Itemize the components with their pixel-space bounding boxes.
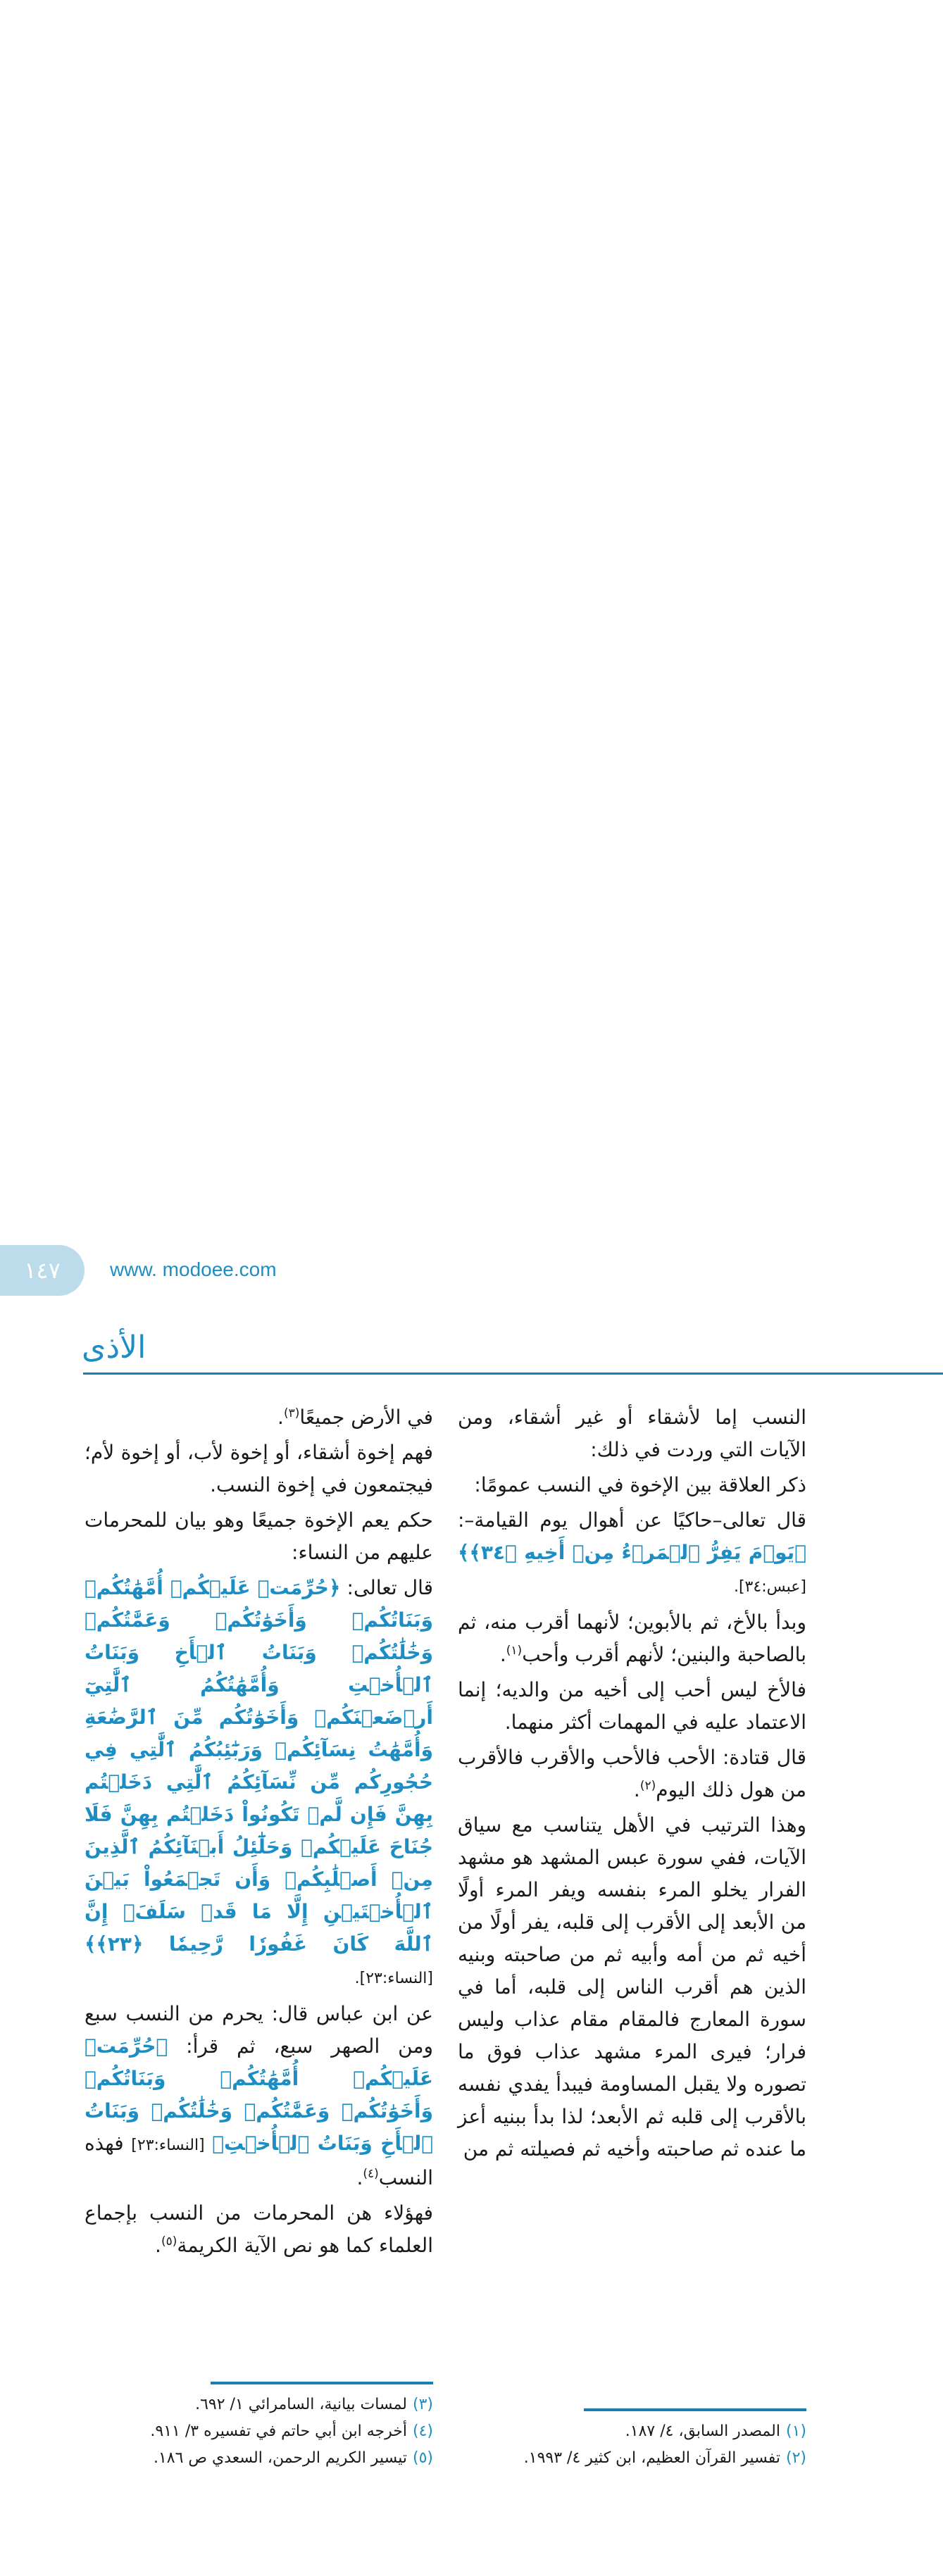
text: . xyxy=(499,1643,506,1666)
left-column xyxy=(85,1401,433,2265)
spacer xyxy=(458,2168,806,2408)
footnotes-right xyxy=(458,2418,806,2472)
spacer xyxy=(85,2265,433,2382)
footnote xyxy=(85,2445,433,2472)
footnote-number: (٤) xyxy=(412,2422,433,2440)
footnote-text: المصدر السابق، ٤/ ١٨٧. xyxy=(625,2422,780,2440)
footnote-rule xyxy=(584,2408,806,2411)
verse-reference: [النساء:٢٣]. xyxy=(354,1970,433,1987)
text: وبدأ بالأخ، ثم بالأبوين؛ لأنهما أقرب منه، ثم بالصاحبة والبنين؛ لأنهم أقرب وأحب xyxy=(458,1611,806,1666)
footnote-text: أخرجه ابن أبي حاتم في تفسيره ٣/ ٩١١. xyxy=(150,2422,407,2440)
footnote-text: تفسير القرآن العظيم، ابن كثير ٤/ ١٩٩٣. xyxy=(523,2449,780,2467)
text: قال تعالى–حاكيًا عن أهوال يوم القيامة–: xyxy=(458,1508,806,1532)
paragraph: فالأخ ليس أحب إلى أخيه من والديه؛ إنما الاعتماد عليه في المهمات أكثر منهما. xyxy=(458,1678,806,1734)
footnote xyxy=(458,2418,806,2445)
paragraph: في الأرض جميعًا$^{(٣)}$. xyxy=(277,1406,433,1429)
footnote-marker: (١) xyxy=(506,1644,523,1658)
page-number: ١٤٧ xyxy=(0,1245,85,1296)
header-rule xyxy=(83,1373,943,1375)
paragraph: وهذا الترتيب في الأهل يتناسب مع سياق الآيات، ففي سورة عبس المشهد هو مشهد الفرار يخلو المرء بنفسه ويفر المرء أولًا من الأبعد إلى الأقرب إلى قلبه، يفر أولًا من أخيه ثم من أمه وأبيه ثم من صاحبته وبنيه الذين هم أقرب الناس إلى قلبه، أما في سورة المعارج فالمقام مقام عذاب وليس فرار؛ فيرى المرء مشهد عذاب فوق ما تصوره ولا يقبل المساومة فيبدأ يفدي نفسه بالأقرب إلى قلبه ثم الأبعد؛ لذا بدأ ببنيه أعز ما عنده ثم صاحبته وأخيه ثم فصيلته ثم من xyxy=(458,1813,806,2161)
paragraph: فهم إخوة أشقاء، أو إخوة لأب، أو إخوة لأم؛ فيجتمعون في إخوة النسب. xyxy=(85,1441,433,1496)
footnote-number: (١) xyxy=(785,2422,806,2440)
left-column-wrap xyxy=(85,1401,433,2472)
chapter-title: الأذى xyxy=(82,1330,146,1365)
footnote xyxy=(458,2445,806,2472)
footnote-text: تيسير الكريم الرحمن، السعدي ص ١٨٦. xyxy=(153,2449,407,2467)
paragraph xyxy=(85,1572,433,1995)
text: قال تعالى: xyxy=(346,1576,434,1599)
text: عن ابن عباس قال: يحرم من النسب سبع ومن الصهر سبع، ثم قرأ: xyxy=(85,2002,433,2058)
paragraph: ذكر العلاقة بين الإخوة في النسب عمومًا: xyxy=(474,1473,806,1496)
paragraph xyxy=(458,1606,806,1671)
verse-reference: [عبس:٣٤]. xyxy=(733,1578,806,1596)
text: في الأرض جميعًا xyxy=(299,1406,433,1429)
footnote-marker: (٣) xyxy=(283,1406,300,1420)
text: قال قتادة: الأحب فالأحب والأقرب فالأقرب من هول ذلك اليوم xyxy=(458,1746,806,1801)
paragraph: عن ابن عباس قال: يحرم من النسب سبع ومن الصهر سبع، ثم قرأ: ﴿حُرِّمَتۡ عَلَيۡكُمۡ أُمَّهَٰتُكُمۡ وَبَنَاتُكُمۡ وَأَخَوَٰتُكُمۡ وَعَمَّٰتُكُمۡ وَخَٰلَٰتُكُمۡ وَبَنَاتُ ٱلۡأَخِ وَبَنَاتُ ٱلۡأُخۡتِ﴾ [النساء:٢٣] فهذه النسب$^{(٤)}$. xyxy=(85,2002,434,2189)
right-column-wrap xyxy=(458,1401,806,2472)
footnote-marker: (٥) xyxy=(161,2234,177,2249)
text: فهذه النسب xyxy=(85,2132,433,2189)
page-footer xyxy=(0,1245,943,1296)
quran-verse: ﴿يَوۡمَ يَفِرُّ ٱلۡمَرۡءُ مِنۡ أَخِيهِ ﴿٣٤﴾﴾ xyxy=(458,1541,806,1564)
quran-verse: ﴿حُرِّمَتۡ عَلَيۡكُمۡ أُمَّهَٰتُكُمۡ وَبَنَاتُكُمۡ وَأَخَوَٰتُكُمۡ وَعَمَّٰتُكُمۡ وَخَٰلَٰتُكُمۡ وَبَنَاتُ ٱلۡأَخِ وَبَنَاتُ ٱلۡأُخۡتِ﴾ xyxy=(85,2034,434,2155)
paragraph: النسب إما لأشقاء أو غير أشقاء، ومن الآيات التي وردت في ذلك: xyxy=(458,1406,806,1461)
footnotes-left xyxy=(85,2391,433,2472)
footnote-marker: (٤) xyxy=(363,2167,379,2181)
footnote-number: (٥) xyxy=(412,2449,433,2467)
right-column xyxy=(458,1401,806,2168)
verse-reference: [النساء:٢٣] xyxy=(131,2137,205,2154)
footnote-text: لمسات بيانية، السامرائي ١/ ٦٩٢. xyxy=(195,2396,407,2413)
paragraph xyxy=(458,1504,806,1603)
paragraph: قال قتادة: الأحب فالأحب والأقرب فالأقرب من هول ذلك اليوم$^{(٢)}$. xyxy=(458,1746,806,1801)
paragraph: حكم يعم الإخوة جميعًا وهو بيان للمحرمات عليهم من النساء: xyxy=(85,1508,433,1564)
footnote-number: (٢) xyxy=(785,2449,806,2467)
paragraph: فهؤلاء هن المحرمات من النسب بإجماع العلماء كما هو نص الآية الكريمة$^{(٥)}$. xyxy=(85,2201,433,2257)
footnote xyxy=(85,2418,433,2445)
website-link[interactable]: www. modoee.com xyxy=(110,1258,277,1280)
footnote-rule xyxy=(211,2382,433,2384)
quran-verse: ﴿حُرِّمَتۡ عَلَيۡكُمۡ أُمَّهَٰتُكُمۡ وَبَنَاتُكُمۡ وَأَخَوَٰتُكُمۡ وَعَمَّٰتُكُمۡ وَخَٰلَٰتُكُمۡ وَبَنَاتُ ٱلۡأَخِ وَبَنَاتُ ٱلۡأُخۡتِ وَأُمَّهَٰتُكُمُ ٱلَّٰتِيٓ أَرۡضَعۡنَكُمۡ وَأَخَوَٰتُكُم مِّنَ ٱلرَّضَٰعَةِ وَأُمَّهَٰتُ نِسَآئِكُمۡ وَرَبَٰٓئِبُكُمُ ٱلَّٰتِي فِي حُجُورِكُم مِّن نِّسَآئِكُمُ ٱلَّٰتِي دَخَلۡتُم بِهِنَّ فَإِن لَّمۡ تَكُونُواْ دَخَلۡتُم بِهِنَّ فَلَا جُنَاحَ عَلَيۡكُمۡ وَحَلَٰٓئِلُ أَبۡنَآئِكُمُ ٱلَّذِينَ مِنۡ أَصۡلَٰبِكُمۡ وَأَن تَجۡمَعُواْ بَيۡنَ ٱلۡأُخۡتَيۡنِ إِلَّا مَا قَدۡ سَلَفَۗ إِنَّ ٱللَّهَ كَانَ غَفُورٗا رَّحِيمٗا ﴿٢٣﴾﴾ xyxy=(85,1576,433,1956)
footnote-marker: (٢) xyxy=(639,1779,656,1793)
footnote-number: (٣) xyxy=(412,2396,433,2413)
text: فهؤلاء هن المحرمات من النسب بإجماع العلماء كما هو نص الآية الكريمة xyxy=(85,2201,433,2257)
columns xyxy=(85,1401,806,2472)
footnote xyxy=(85,2391,433,2418)
